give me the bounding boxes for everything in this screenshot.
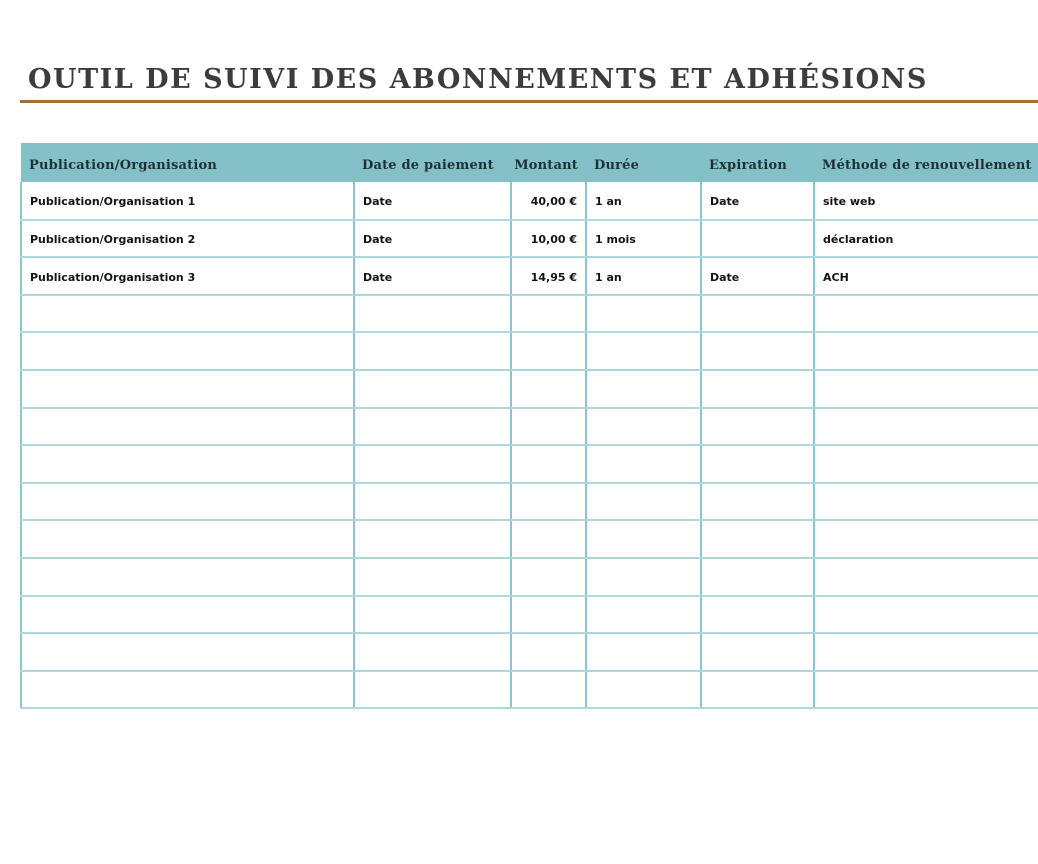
empty-cell[interactable] [511, 596, 586, 634]
empty-cell[interactable] [354, 520, 511, 558]
empty-cell[interactable] [586, 558, 701, 596]
empty-cell[interactable] [511, 332, 586, 370]
empty-cell[interactable] [586, 408, 701, 446]
empty-cell[interactable] [701, 633, 814, 671]
column-header-methode[interactable]: Méthode de renouvellement [814, 143, 1038, 182]
cell-methode[interactable]: déclaration [814, 220, 1038, 258]
table-row-empty [21, 370, 1038, 408]
empty-cell[interactable] [354, 332, 511, 370]
cell-duree[interactable]: 1 mois [586, 220, 701, 258]
cell-montant[interactable]: 10,00 € [511, 220, 586, 258]
empty-cell[interactable] [701, 483, 814, 521]
subscription-tracker-table [20, 143, 1038, 709]
empty-cell[interactable] [586, 596, 701, 634]
cell-methode[interactable]: site web [814, 182, 1038, 220]
empty-cell[interactable] [586, 483, 701, 521]
empty-cell[interactable] [701, 332, 814, 370]
cell-duree[interactable]: 1 an [586, 182, 701, 220]
empty-cell[interactable] [21, 370, 354, 408]
cell-montant[interactable]: 14,95 € [511, 257, 586, 295]
empty-cell[interactable] [21, 332, 354, 370]
empty-cell[interactable] [586, 633, 701, 671]
empty-cell[interactable] [701, 520, 814, 558]
empty-cell[interactable] [701, 295, 814, 333]
cell-publication[interactable]: Publication/Organisation 2 [21, 220, 354, 258]
empty-cell[interactable] [354, 295, 511, 333]
empty-cell[interactable] [21, 558, 354, 596]
empty-cell[interactable] [354, 445, 511, 483]
empty-cell[interactable] [814, 483, 1038, 521]
table-row [21, 220, 1038, 258]
column-header-date-paiement[interactable]: Date de paiement [354, 143, 511, 182]
table-row-empty [21, 332, 1038, 370]
empty-cell[interactable] [701, 408, 814, 446]
empty-cell[interactable] [21, 445, 354, 483]
empty-cell[interactable] [814, 445, 1038, 483]
empty-cell[interactable] [21, 483, 354, 521]
empty-cell[interactable] [586, 445, 701, 483]
empty-cell[interactable] [354, 671, 511, 709]
empty-cell[interactable] [354, 633, 511, 671]
empty-cell[interactable] [21, 520, 354, 558]
table-row-empty [21, 445, 1038, 483]
cell-expiration[interactable]: Date [701, 182, 814, 220]
table-empty-rows [21, 295, 1038, 709]
empty-cell[interactable] [511, 445, 586, 483]
empty-cell[interactable] [511, 558, 586, 596]
empty-cell[interactable] [21, 596, 354, 634]
table-row-empty [21, 596, 1038, 634]
cell-expiration[interactable] [701, 220, 814, 258]
empty-cell[interactable] [511, 370, 586, 408]
column-header-publication[interactable]: Publication/Organisation [21, 143, 354, 182]
column-header-expiration[interactable]: Expiration [701, 143, 814, 182]
empty-cell[interactable] [701, 671, 814, 709]
empty-cell[interactable] [814, 671, 1038, 709]
empty-cell[interactable] [814, 370, 1038, 408]
empty-cell[interactable] [354, 558, 511, 596]
cell-date-paiement[interactable]: Date [354, 182, 511, 220]
cell-date-paiement[interactable]: Date [354, 220, 511, 258]
table-row-empty [21, 671, 1038, 709]
empty-cell[interactable] [354, 408, 511, 446]
empty-cell[interactable] [586, 332, 701, 370]
empty-cell[interactable] [701, 445, 814, 483]
empty-cell[interactable] [21, 408, 354, 446]
empty-cell[interactable] [586, 370, 701, 408]
cell-expiration[interactable]: Date [701, 257, 814, 295]
table-row-empty [21, 483, 1038, 521]
cell-publication[interactable]: Publication/Organisation 3 [21, 257, 354, 295]
table-row-empty [21, 520, 1038, 558]
cell-methode[interactable]: ACH [814, 257, 1038, 295]
empty-cell[interactable] [354, 596, 511, 634]
table-row [21, 182, 1038, 220]
empty-cell[interactable] [511, 520, 586, 558]
empty-cell[interactable] [586, 671, 701, 709]
cell-date-paiement[interactable]: Date [354, 257, 511, 295]
table-row [21, 257, 1038, 295]
empty-cell[interactable] [701, 558, 814, 596]
table-header-row [21, 143, 1038, 182]
table-row-empty [21, 558, 1038, 596]
cell-montant[interactable]: 40,00 € [511, 182, 586, 220]
empty-cell[interactable] [814, 558, 1038, 596]
empty-cell[interactable] [511, 295, 586, 333]
empty-cell[interactable] [814, 332, 1038, 370]
empty-cell[interactable] [511, 483, 586, 521]
empty-cell[interactable] [354, 483, 511, 521]
table-row-empty [21, 633, 1038, 671]
table-data-rows [21, 182, 1038, 295]
empty-cell[interactable] [814, 295, 1038, 333]
page-title: OUTIL DE SUIVI DES ABONNEMENTS ET ADHÉSIONS [28, 64, 928, 95]
empty-cell[interactable] [21, 633, 354, 671]
empty-cell[interactable] [701, 370, 814, 408]
empty-cell[interactable] [814, 633, 1038, 671]
cell-duree[interactable]: 1 an [586, 257, 701, 295]
empty-cell[interactable] [511, 671, 586, 709]
title-block [20, 64, 1038, 103]
empty-cell[interactable] [701, 596, 814, 634]
empty-cell[interactable] [586, 520, 701, 558]
column-header-montant[interactable]: Montant [511, 143, 586, 182]
empty-cell[interactable] [814, 408, 1038, 446]
empty-cell[interactable] [354, 370, 511, 408]
empty-cell[interactable] [814, 520, 1038, 558]
empty-cell[interactable] [21, 671, 354, 709]
empty-cell[interactable] [511, 408, 586, 446]
cell-publication[interactable]: Publication/Organisation 1 [21, 182, 354, 220]
table-row-empty [21, 295, 1038, 333]
empty-cell[interactable] [511, 633, 586, 671]
empty-cell[interactable] [586, 295, 701, 333]
column-header-duree[interactable]: Durée [586, 143, 701, 182]
empty-cell[interactable] [814, 596, 1038, 634]
table-row-empty [21, 408, 1038, 446]
empty-cell[interactable] [21, 295, 354, 333]
